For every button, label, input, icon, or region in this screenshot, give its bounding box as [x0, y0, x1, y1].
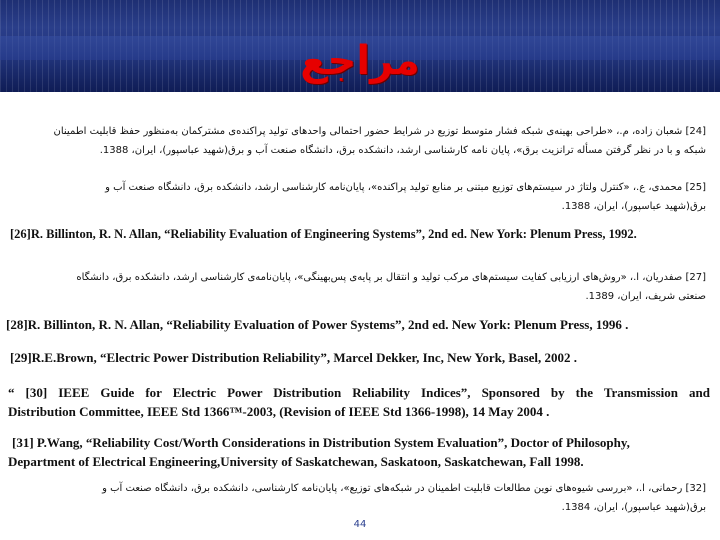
reference-line: [31] P.Wang, “Reliability Cost/Worth Considerations in Distribution System Evaluation”, Doctor of Philosophy,: [12, 435, 630, 450]
reference-28: [6, 315, 628, 334]
reference-31: [8, 433, 630, 471]
reference-27: [10, 268, 706, 306]
reference-32: [10, 479, 706, 517]
reference-line: [24] شعبان زاده، م.، «طراحی بهینه‌ی شبکه فشار متوسط توزیع در شرایط حضور احتمالی واحدهای تولید پراکنده‌ی مشترکمان به‌منظور حفظ قابلیت اطمینان: [53, 126, 706, 137]
reference-line: Department of Electrical Engineering,University of Saskatchewan, Saskatoon, Saskatchewan, Fall 1998.: [8, 454, 584, 469]
reference-line: Distribution Committee, IEEE Std 1366™-2003, (Revision of IEEE Std 1366-1998), 14 May 2004 .: [8, 404, 550, 419]
reference-25: [10, 178, 706, 216]
reference-24: [10, 122, 706, 160]
page-title: مراجع: [300, 38, 420, 84]
reference-line: [28]R. Billinton, R. N. Allan, “Reliability Evaluation of Power Systems”, 2nd ed. New York: Plenum Press, 1996 .: [6, 317, 629, 332]
reference-29: [10, 348, 577, 367]
reference-line: برق(شهید عباسپور)، ایران، 1388.: [561, 201, 706, 212]
reference-line: شبکه و با در نظر گرفتن مسأله ترانزیت برق»، پایان نامه کارشناسی ارشد، دانشکده برق، دانشگاه صنعت آب و برق(شهید عباسپور)، ایران، 1388.: [99, 145, 706, 156]
reference-line: [26]R. Billinton, R. N. Allan, “Reliability Evaluation of Engineering Systems”, 2nd ed. New York: Plenum Press, 1992.: [10, 227, 637, 241]
reference-line: [25] محمدی، ع.، «کنترل ولتاژ در سیستم‌های توزیع مبتنی بر منابع تولید پراکنده»، پایان‌نامه کارشناسی ارشد، دانشکده برق، دانشگاه صنعت آب و: [105, 182, 706, 193]
reference-26: [10, 225, 637, 244]
reference-line: [32] رحمانی، ا.، «بررسی شیوه‌های نوین مطالعات قابلیت اطمینان در شبکه‌های توزیع»، پایان‌نامه کارشناسی، دانشکده برق، دانشگاه صنعت آب و: [102, 483, 706, 494]
reference-line: “ [30] IEEE Guide for Electric Power Distribution Reliability Indices”, Sponsored by the Transmission and: [8, 385, 710, 400]
reference-line: صنعتی شریف، ایران، 1389.: [585, 291, 706, 302]
reference-line: [27] صفدریان، ا.، «روش‌های ارزیابی کفایت سیستم‌های مرکب تولید و انتقال بر پایه‌ی پس‌بهینگی»، پایان‌نامه‌ی کارشناسی ارشد، دانشکده برق، دانشگاه: [76, 272, 706, 283]
header-banner: [0, 0, 720, 92]
reference-line: [29]R.E.Brown, “Electric Power Distribution Reliability”, Marcel Dekker, Inc, New York, Basel, 2002 .: [10, 350, 578, 365]
reference-line: برق(شهید عباسپور)، ایران، 1384.: [561, 502, 706, 513]
page-number: 44: [353, 519, 367, 530]
reference-30: [8, 383, 710, 421]
